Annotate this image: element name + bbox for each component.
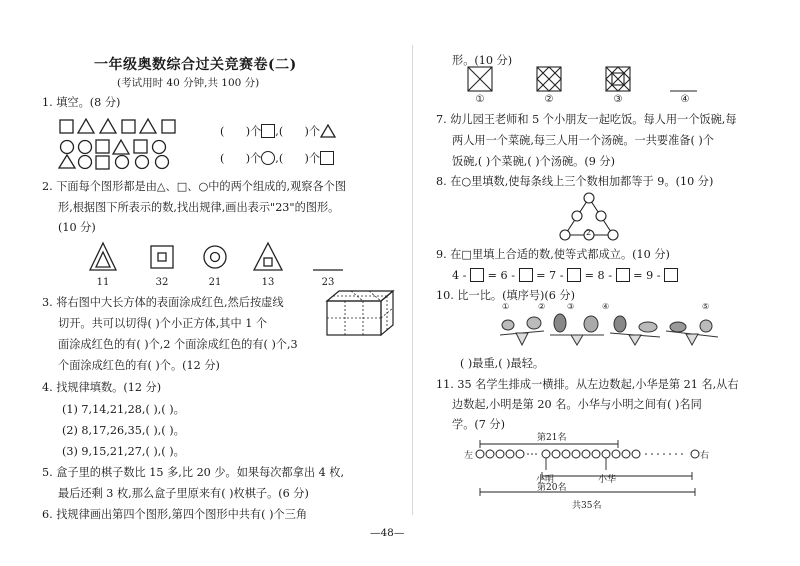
q3-cuboid-figure [326, 290, 396, 338]
animal-figure [554, 314, 566, 332]
q2-label-13: 13 [261, 277, 275, 288]
q6-label-4: ④ [680, 94, 690, 105]
q1-fill-2: )个 [245, 152, 262, 165]
animal-figure [614, 316, 626, 332]
q2-label-32: 32 [155, 277, 169, 288]
puzzle-circle [560, 230, 570, 240]
q9-term: = 8 - [584, 269, 613, 282]
circle-shape [156, 156, 169, 169]
student-circle [516, 450, 524, 458]
q4-row-1: (1) 7,14,21,28,( ),( )。 [62, 403, 185, 416]
animal-figure [527, 317, 541, 329]
puzzle-circle [584, 193, 594, 203]
q1-fill: )个 [245, 125, 262, 138]
student-circle [486, 450, 494, 458]
page-subtitle: (考试用时 40 分钟,共 100 分) [117, 77, 260, 89]
circle-shape [153, 141, 166, 154]
page-number: —48— [370, 527, 405, 539]
q4-row-2: (2) 8,17,26,35,( ),( )。 [62, 424, 185, 437]
q6-pattern-figures [467, 66, 697, 98]
puzzle-circle [572, 211, 582, 221]
circle-in-circle-figure [204, 246, 226, 268]
q2-label-11: 11 [96, 277, 110, 288]
student-circle [572, 450, 580, 458]
animal-figure [700, 320, 712, 332]
q1-heading: 1. 填空。(8 分) [42, 96, 121, 109]
animal-figure [502, 320, 514, 330]
q11-label-21: 第21名 [537, 433, 567, 443]
student-circle [622, 450, 630, 458]
q11-total: 共35名 [572, 501, 602, 511]
square-shape [134, 140, 147, 153]
q8-given-number: 2 [586, 228, 592, 237]
q3-line-2: 切开。共可以切得( )个小正方体,其中 1 个 [58, 317, 268, 330]
q11-xiaoming: 小明 [536, 475, 555, 485]
page-divider [412, 45, 413, 515]
triangle-shape [59, 155, 75, 168]
q11-xiaohua: 小华 [598, 475, 617, 485]
q8-line-1: 8. 在○里填数,使每条线上三个数相加都等于 9。(10 分) [436, 175, 714, 188]
student-circle [496, 450, 504, 458]
square-shape [122, 120, 135, 133]
q1-answer-row-2: ( )个 ,( )个 [220, 151, 334, 166]
q3-line-3: 面涂成红色的有( )个,2 个面涂成红色的有( )个,3 [58, 338, 298, 351]
triangle-shape [78, 119, 94, 133]
triangle-shape [113, 140, 129, 154]
q7-line-3: 饭碗,( )个菜碗,( )个汤碗。(9 分) [452, 155, 615, 168]
q6-label-2: ② [544, 94, 554, 105]
student-circle [552, 450, 560, 458]
square-shape [96, 140, 109, 153]
q3-line-4: 个面涂成红色的有( )个。(12 分) [58, 359, 220, 372]
q7-line-1: 7. 幼儿园王老师和 5 个小朋友一起吃饭。每人用一个饭碗,每 [436, 113, 737, 126]
q10-animal-label-2: ② [538, 302, 546, 311]
blank-box [567, 268, 581, 282]
student-circle [691, 450, 699, 458]
animal-figure [639, 322, 657, 332]
q9-term: = 9 - [633, 269, 661, 282]
q10-animal-label-5: ⑤ [702, 302, 710, 311]
q6-continued: 形。(10 分) [452, 54, 513, 67]
q5-line-2: 最后还剩 3 枚,那么盒子里原来有( )枚棋子。(6 分) [58, 487, 309, 500]
student-circle [632, 450, 640, 458]
circle-shape [79, 141, 92, 154]
student-circle [542, 450, 550, 458]
q9-term: 4 - [452, 269, 467, 282]
blank-box [519, 268, 533, 282]
q2-line-1: 2. 下面每个图形都是由△、□、○中的两个组成的,观察各个图 [42, 180, 347, 193]
student-circle [582, 450, 590, 458]
q2-line-3: (10 分) [58, 221, 96, 234]
page-title: 一年级奥数综合过关竞赛卷(二) [94, 57, 297, 73]
q9-equation [452, 268, 678, 283]
triangle-shape [140, 119, 156, 133]
q11-right-end: 右 [700, 451, 710, 461]
square-icon [320, 151, 334, 165]
q10-animal-label-4: ④ [602, 302, 610, 311]
q11-line-1: 11. 35 名学生排成一横排。从左边数起,小华是第 21 名,从右 [436, 378, 739, 391]
q11-line-2: 边数起,小明是第 20 名。小华与小明之间有( )名同 [452, 398, 702, 411]
q11-line-3: 学。(7 分) [452, 418, 505, 431]
student-circle [602, 450, 610, 458]
q6-label-3: ③ [613, 94, 623, 105]
q7-line-2: 两人用一个菜碗,每三人用一个汤碗。一共要准备( )个 [452, 134, 714, 147]
student-circle [476, 450, 484, 458]
q2-figures [88, 240, 348, 274]
q11-label-20: 第20名 [537, 483, 567, 493]
q10-animal-label-1: ① [502, 302, 510, 311]
q4-row-3: (3) 9,15,21,27,( ),( )。 [62, 445, 185, 458]
q10-balance-scales [498, 305, 720, 349]
student-circle [592, 450, 600, 458]
circle-shape [61, 141, 74, 154]
q3-line-1: 3. 将右图中大长方体的表面涂成红色,然后按虚线 [42, 296, 284, 309]
circle-shape [136, 156, 149, 169]
square-icon [261, 124, 275, 138]
blank-box [664, 268, 678, 282]
q9-line-1: 9. 在□里填上合适的数,使等式都成立。(10 分) [436, 248, 670, 261]
square-shape [96, 156, 109, 169]
q2-label-23: 23 [321, 277, 335, 288]
puzzle-circle [608, 230, 618, 240]
q10-animal-label-3: ③ [567, 302, 575, 311]
q6-label-1: ① [475, 94, 485, 105]
square-in-square-figure [151, 246, 173, 268]
q1-shape-cluster [58, 114, 198, 170]
student-circle [612, 450, 620, 458]
triangle-icon [320, 124, 336, 138]
circle-shape [116, 156, 129, 169]
q5-line-1: 5. 盒子里的棋子数比 15 多,比 20 少。如果每次都拿出 4 枚, [42, 466, 345, 479]
square-shape [60, 120, 73, 133]
square-shape [162, 120, 175, 133]
animal-figure [584, 316, 598, 332]
q2-line-2: 形,根据图下所表示的数,找出规律,画出表示"23"的图形。 [58, 201, 340, 214]
q2-label-21: 21 [208, 277, 222, 288]
q6-line-1: 6. 找规律画出第四个图形,第四个图形中共有( )个三角 [42, 508, 308, 521]
nested-triangle-figure [90, 243, 116, 270]
puzzle-circle [596, 211, 606, 221]
circle-icon [261, 151, 275, 165]
student-circle [506, 450, 514, 458]
q10-answer-line: ( )最重,( )最轻。 [460, 357, 545, 370]
circle-shape [79, 156, 92, 169]
q9-term: = 7 - [536, 269, 564, 282]
blank-box [470, 268, 484, 282]
blank-box [616, 268, 630, 282]
triangle-shape [100, 119, 116, 133]
q9-term: = 6 - [487, 269, 515, 282]
animal-figure [670, 322, 686, 332]
q1-answer-row-1: ( )个 ,( )个 [220, 124, 336, 139]
q10-heading: 10. 比一比。(填序号)(6 分) [436, 289, 575, 302]
student-circle [562, 450, 570, 458]
q4-heading: 4. 找规律填数。(12 分) [42, 381, 162, 394]
q11-left-end: 左 [464, 451, 474, 461]
